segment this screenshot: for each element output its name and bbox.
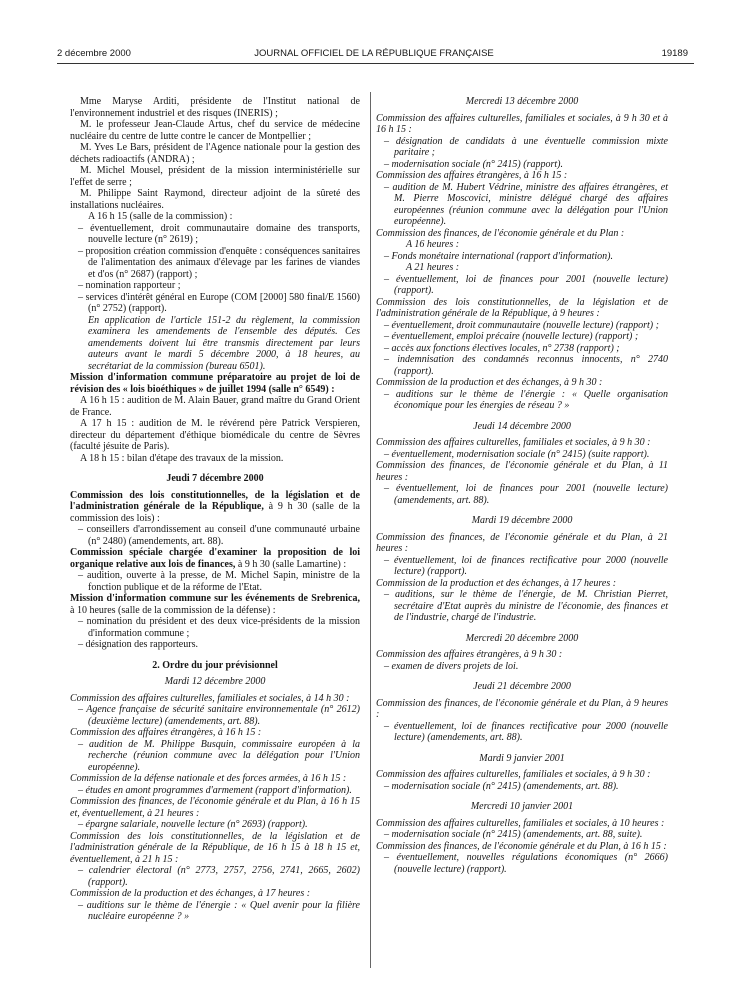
day-heading: Jeudi 14 décembre 2000 <box>473 420 571 432</box>
agenda-item: – modernisation sociale (n° 2415) (amendements, art. 88, suite). <box>384 829 643 840</box>
day-heading: Jeudi 21 décembre 2000 <box>473 681 571 692</box>
committee-entry: Commission des affaires culturelles, familiales et sociales, à 9 h 30 : <box>376 437 651 448</box>
committee-entry: Commission des finances, de l'économie générale et du Plan, à 21 heures : <box>376 531 668 554</box>
committee-entry: Commission de la défense nationale et des forces armées, à 16 h 15 : <box>70 773 347 784</box>
committee-entry: Commission des finances, de l'économie générale et du Plan, à 11 heures : <box>376 460 668 483</box>
day-heading: Mercredi 20 décembre 2000 <box>465 632 579 644</box>
committee-entry: Commission des affaires culturelles, familiales et sociales, à 14 h 30 : <box>70 692 350 704</box>
day-heading: Mercredi 10 janvier 2001 <box>470 801 574 812</box>
committee-time: à 9 h 30 (salle Lamartine) : <box>235 558 347 570</box>
column-divider <box>370 92 371 968</box>
agenda-item: – auditions sur le thème de l'énergie : « Quel avenir pour la filière nucléaire européenne ? » <box>78 899 360 922</box>
agenda-item: – éventuellement, loi de finances pour 2001 (nouvelle lecture) (amendements, art. 88). <box>384 483 668 506</box>
paragraph: M. Philippe Saint Raymond, directeur adjoint de la sûreté des installations nucléaires. <box>70 188 360 211</box>
committee-entry: Commission des lois constitutionnelles, de la législation et de l'administration générale de la République, à 9 heures : <box>376 296 668 319</box>
committee-entry: Commission des affaires culturelles, familiales et sociales, à 9 h 30 : <box>376 769 651 780</box>
header-rule <box>57 63 694 64</box>
agenda-item: – études en amont programmes d'armement (rapport d'information). <box>78 784 352 796</box>
committee-time: à 9 h 30 (salle de la commission des lois) : <box>70 501 360 524</box>
agenda-item: – désignation de candidats à une éventuelle commission mixte paritaire ; <box>384 135 668 158</box>
committee-name: Commission des lois constitutionnelles, de la législation et de l'administration générale de la République, <box>70 489 360 512</box>
committee-entry: Commission de la production et des échanges, à 9 h 30 : <box>376 377 603 388</box>
agenda-item: – indemnisation des condamnés reconnus innocents, n° 2740 (rapport). <box>384 354 668 377</box>
committee-entry: Commission des affaires étrangères, à 16 h 15 : <box>376 170 568 181</box>
committee-entry: Commission des affaires culturelles, familiales et sociales, à 9 h 30 et à 16 h 15 : <box>376 112 668 135</box>
agenda-item: – examen de divers projets de loi. <box>384 660 519 672</box>
agenda-item: – éventuellement, modernisation sociale (n° 2415) (suite rapport). <box>384 448 650 460</box>
journal-title: JOURNAL OFFICIEL DE LA RÉPUBLIQUE FRANÇAISE <box>254 48 494 59</box>
agenda-item: – calendrier électoral (n° 2773, 2757, 2756, 2741, 2665, 2602) (rapport). <box>78 865 360 888</box>
agenda-item: – éventuellement, droit communautaire (nouvelle lecture) (rapport) ; <box>384 319 659 331</box>
agenda-item: – Fonds monétaire international (rapport d'information). <box>384 250 613 262</box>
committee-entry: Commission des affaires culturelles, familiales et sociales, à 10 heures : <box>376 817 665 829</box>
agenda-item: – audition, ouverte à la presse, de M. Michel Sapin, ministre de la fonction publique et de la réforme de l'Etat. <box>78 570 360 593</box>
procedure-note: En application de l'article 151-2 du règlement, la commission examinera les amendements de l'ensemble des députés. Ces amendements doivent lui être transmis directement par leurs auteurs avant le mardi 5 décembre 2000, à 18 heures, au secrétariat de la commission (bureau 6501). <box>88 314 360 372</box>
committee-name: Commission spéciale chargée d'examiner la proposition de loi organique relative aux lois de finances, <box>70 547 360 570</box>
agenda-item: – éventuellement, emploi précaire (nouvelle lecture) (rapport) ; <box>384 331 639 342</box>
agenda-item: – modernisation sociale (n° 2415) (rapport). <box>384 158 563 170</box>
agenda-item: – éventuellement, droit communautaire domaine des transports, nouvelle lecture (n° 2619) ; <box>78 222 360 245</box>
committee-entry: Commission des lois constitutionnelles, de la législation et de l'administration générale de la République, de 16 h 15 à 18 h 15 et, éventuellement, à 21 h 15 : <box>70 830 360 865</box>
time-heading: A 16 h 15 (salle de la commission) : <box>88 211 233 222</box>
time-heading: A 16 heures : <box>406 239 460 250</box>
page-number: 19189 <box>661 48 688 59</box>
agenda-item: – éventuellement, loi de finances pour 2001 (nouvelle lecture) (rapport). <box>384 273 668 296</box>
agenda-item: – proposition création commission d'enquête : conséquences sanitaires de l'alimentation des animaux d'élevage par les farines de viandes et d'os (n° 2687) (rapport) ; <box>78 245 361 280</box>
committee-entry: Commission des finances, de l'économie générale et du Plan : <box>376 227 625 239</box>
paragraph: M. Yves Le Bars, président de l'Agence nationale pour la gestion des déchets radioactifs (ANDRA) ; <box>70 142 360 165</box>
header-date: 2 décembre 2000 <box>57 48 131 59</box>
committee-entry: Commission des finances, de l'économie générale et du Plan, à 9 heures : <box>376 697 668 720</box>
right-column <box>376 96 668 875</box>
agenda-item: – audition de M. Hubert Védrine, ministre des affaires étrangères, et M. Pierre Moscovici, ministre délégué chargé des affaires européennes (réunion commune avec la délégation pour l'Union européenne). <box>384 181 668 227</box>
agenda-item: – épargne salariale, nouvelle lecture (n° 2693) (rapport). <box>78 819 308 830</box>
section-heading: 2. Ordre du jour prévisionnel <box>152 659 278 671</box>
committee-entry: Commission des affaires étrangères, à 9 h 30 : <box>376 649 563 660</box>
committee-entry <box>70 593 360 616</box>
mission-heading: Mission d'information commune préparatoire au projet de loi de révision des « lois bioéthiques » de juillet 1994 (salle n° 6549) : <box>70 372 360 395</box>
paragraph: M. le professeur Jean-Claude Artus, chef du service de médecine nucléaire du centre de lutte contre le cancer de Montpellier ; <box>70 119 360 142</box>
agenda-item: – auditions, sur le thème de l'énergie, de M. Christian Pierret, secrétaire d'Etat auprès du ministre de l'économie, des finances et de l'industrie, chargé de l'industrie. <box>384 589 668 623</box>
committee-entry <box>70 490 360 525</box>
day-heading: Mercredi 13 décembre 2000 <box>465 96 579 107</box>
paragraph: A 17 h 15 : audition de M. le révérend père Patrick Verspieren, directeur du département d'éthique biomédicale du centre de Sèvres (faculté jésuite de Paris). <box>70 418 360 452</box>
paragraph: M. Michel Mousel, président de la mission interministérielle sur l'effet de serre ; <box>70 165 360 188</box>
agenda-item: – audition de M. Philippe Busquin, commissaire européen à la recherche (réunion commune avec la délégation pour l'Union européenne). <box>78 738 360 773</box>
agenda-item: – Agence française de sécurité sanitaire environnementale (n° 2612) (deuxième lecture) (amendements, art. 88). <box>78 704 360 727</box>
day-heading: Jeudi 7 décembre 2000 <box>166 473 264 484</box>
agenda-item: – désignation des rapporteurs. <box>78 639 198 650</box>
committee-entry: Commission des affaires étrangères, à 16 h 15 : <box>70 727 262 738</box>
agenda-item: – conseillers d'arrondissement au conseil d'une communauté urbaine (n° 2480) (amendements, art. 88). <box>78 524 360 547</box>
committee-entry: Commission des finances, de l'économie générale et du Plan, à 16 h 15 et, éventuellement, à 21 heures : <box>70 796 360 819</box>
day-heading: Mardi 9 janvier 2001 <box>479 752 565 764</box>
agenda-item: – accès aux fonctions électives locales, n° 2738 (rapport) ; <box>384 342 620 354</box>
agenda-item: – éventuellement, loi de finances rectificative pour 2000 (nouvelle lecture) (rapport). <box>384 554 668 577</box>
time-heading: A 21 heures : <box>406 262 460 273</box>
agenda-item: – nomination du président et des deux vice-présidents de la mission d'information commune ; <box>78 616 360 639</box>
day-heading: Mardi 12 décembre 2000 <box>164 676 266 687</box>
committee-entry: Commission de la production et des échanges, à 17 heures : <box>376 577 617 589</box>
agenda-item: – éventuellement, loi de finances rectificative pour 2000 (nouvelle lecture) (amendements, art. 88). <box>384 720 668 743</box>
paragraph: A 16 h 15 : audition de M. Alain Bauer, grand maître du Grand Orient de France. <box>70 395 360 418</box>
committee-entry: Commission des finances, de l'économie générale et du Plan, à 16 h 15 : <box>376 840 667 852</box>
paragraph: A 18 h 15 : bilan d'étape des travaux de la mission. <box>80 452 284 464</box>
committee-entry: Commission de la production et des échanges, à 17 heures : <box>70 888 311 899</box>
agenda-item: – modernisation sociale (n° 2415) (amendements, art. 88). <box>384 780 619 792</box>
committee-name: Mission d'information commune sur les événements de Srebrenica, <box>70 593 360 604</box>
committee-time: à 10 heures (salle de la commission de la défense) : <box>70 604 276 616</box>
day-heading: Mardi 19 décembre 2000 <box>471 515 573 526</box>
agenda-item: – nomination rapporteur ; <box>78 280 181 291</box>
left-column <box>70 96 360 923</box>
agenda-item: – auditions sur le thème de l'énergie : « Quelle organisation économique pour les énergies de réseau ? » <box>384 388 668 411</box>
agenda-item: – services d'intérêt général en Europe (COM [2000] 580 final/E 1560) (n° 2752) (rapport). <box>78 291 360 314</box>
agenda-item: – éventuellement, nouvelles régulations économiques (n° 2666) (nouvelle lecture) (rapport). <box>384 852 668 875</box>
paragraph: Mme Maryse Arditi, présidente de l'Institut national de l'environnement industriel et des risques (INERIS) ; <box>70 96 360 119</box>
committee-entry <box>70 547 360 570</box>
